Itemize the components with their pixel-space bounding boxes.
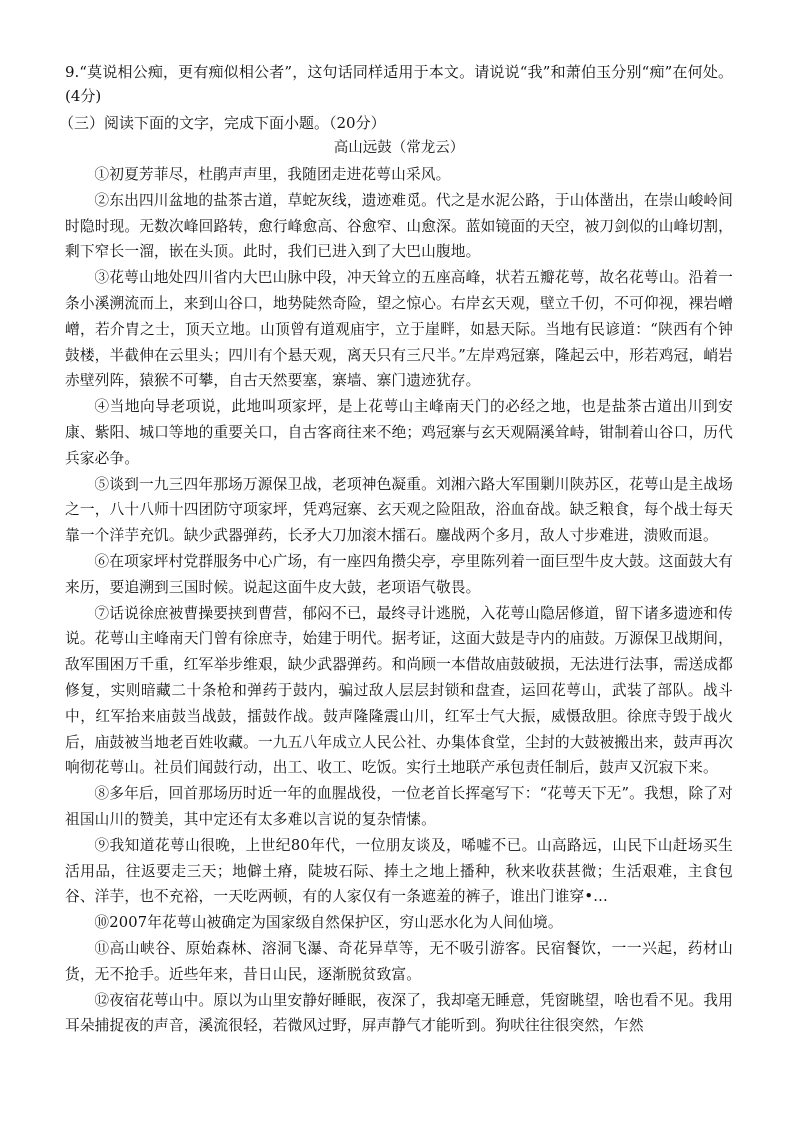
paragraph-1: ①初夏芳菲尽，杜鹃声声里，我随团走进花萼山采风。 xyxy=(94,166,451,183)
question-9: 9.“莫说相公痴，更有痴似相公者”，这句话同样适用于本文。请说说“我”和萧伯玉分别“痴”在何处。(4分) xyxy=(65,63,733,105)
article-title: 高山远鼓（常龙云） xyxy=(333,140,465,156)
document-page xyxy=(59,60,733,1039)
paragraph-8: ⑧多年后，回首那场历时近一年的血腥战役，一位老首长挥毫写下：“花萼天下无”。我想，除了对祖国山川的赞美，其中定还有太多难以言说的复杂情愫。 xyxy=(65,785,733,828)
article-body xyxy=(65,162,733,1039)
paragraph-2: ②东出四川盆地的盐茶古道，草蛇灰线，遗迹难觅。代之是水泥公路，于山体凿出，在崇山峻岭间时隐时现。无数次峰回路转，愈行峰愈高、谷愈窄、山愈深。蓝如镜面的天空，被刀剑似的山峰切割，剩下窄长一溜，嵌在头顶。此时，我们已进入到了大巴山腹地。 xyxy=(65,191,733,261)
paragraph-7: ⑦话说徐庶被曹操要挟到曹营，郁闷不已，最终寻计逃脱，入花萼山隐居修道，留下诸多遗迹和传说。花萼山主峰南天门曾有徐庶寺，始建于明代。据考证，这面大鼓是寺内的庙鼓。万源保卫战期间，敌军围困万千重，红军举步维艰，缺少武器弹药。和尚顾一本借故庙鼓破损，无法进行法事，需送成都修复，实则暗藏二十条枪和弹药于鼓内，骗过敌人层层封锁和盘查，运回花萼山，武装了部队。战斗中，红军抬来庙鼓当战鼓，擂鼓作战。鼓声隆隆震山川，红军士气大振，威慑敌胆。徐庶寺毁于战火后，庙鼓被当地老百姓收藏。一九五八年成立人民公社、办集体食堂，尘封的大鼓被搬出来，鼓声再次响彻花萼山。社员们闻鼓行动，出工、收工、吃饭。实行土地联产承包责任制后，鼓声又沉寂下来。 xyxy=(65,604,733,777)
paragraph-4: ④当地向导老项说，此地叫项家坪，是上花萼山主峰南天门的必经之地，也是盐茶古道出川到安康、紫阳、城口等地的重要关口，自古客商往来不绝；鸡冠寨与玄天观隔溪耸峙，钳制着山谷口，历代兵家必争。 xyxy=(65,398,733,467)
paragraph-5: ⑤谈到一九三四年那场万源保卫战，老项神色凝重。刘湘六路大军围剿川陕苏区，花萼山是主战场之一，八十八师十四团防守项家坪，凭鸡冠寨、玄天观之险阻敌，浴血奋战。缺乏粮食，每个战士每天靠一个洋芋充饥。缺少武器弹药，长矛大刀加滚木擂石。鏖战两个多月，敌人寸步难进，溃败而退。 xyxy=(65,475,733,545)
paragraph-10: ⑩2007年花萼山被确定为国家级自然保护区，穷山恶水化为人间仙境。 xyxy=(94,914,563,932)
paragraph-6: ⑥在项家坪村党群服务中心广场，有一座四角攒尖亭，亭里陈列着一面巨型牛皮大鼓。这面鼓大有来历，要追溯到三国时候。说起这面牛皮大鼓，老项语气敬畏。 xyxy=(65,552,733,596)
paragraph-9: ⑨我知道花萼山很晚，上世纪80年代，一位朋友谈及，唏嘘不已。山高路远，山民下山赶场买生活用品，往返要走三天；地僻土瘠，陡坡石际、捧土之地上播种，秋来收获甚微；生活艰难，主食包谷、洋芋，也不充裕，一天吃两顿，有的人家仅有一条遮羞的裤子，谁出门谁穿•… xyxy=(65,836,733,906)
paragraph-12: ⑫夜宿花萼山中。原以为山里安静好睡眠，夜深了，我却毫无睡意，凭窗眺望，啥也看不见。我用耳朵捕捉夜的声音，溪流很轻，若微风过野，屏声静气才能听到。狗吠往往很突然，乍然 xyxy=(65,991,733,1035)
section-heading: （三）阅读下面的文字，完成下面小题。（20分） xyxy=(59,114,386,132)
paragraph-3: ③花萼山地处四川省内大巴山脉中段，冲天耸立的五座高峰，状若五瓣花萼，故名花萼山。沿着一条小溪溯流而上，来到山谷口，地势陡然奇险，望之惊心。右岸玄天观，壁立千仞，不可仰视，裸岩嶒嶒，若介胄之士，顶天立地。山顶曾有道观庙宇，立于崖畔，如悬天际。当地有民谚道：“陕西有个钟鼓楼，半截伸在云里头；四川有个悬天观，离天只有三尺半。”左岸鸡冠寨，隆起云中，形若鸡冠，峭岩赤壁列阵，猿猴不可攀，自古天然要塞，寨墙、寨门遗迹犹存。 xyxy=(65,269,733,390)
paragraph-11: ⑪高山峡谷、原始森林、溶洞飞瀑、奇花异草等，无不吸引游客。民宿餐饮，一一兴起，药材山货，无不抢手。近些年来，昔日山民，逐渐脱贫致富。 xyxy=(65,939,733,983)
